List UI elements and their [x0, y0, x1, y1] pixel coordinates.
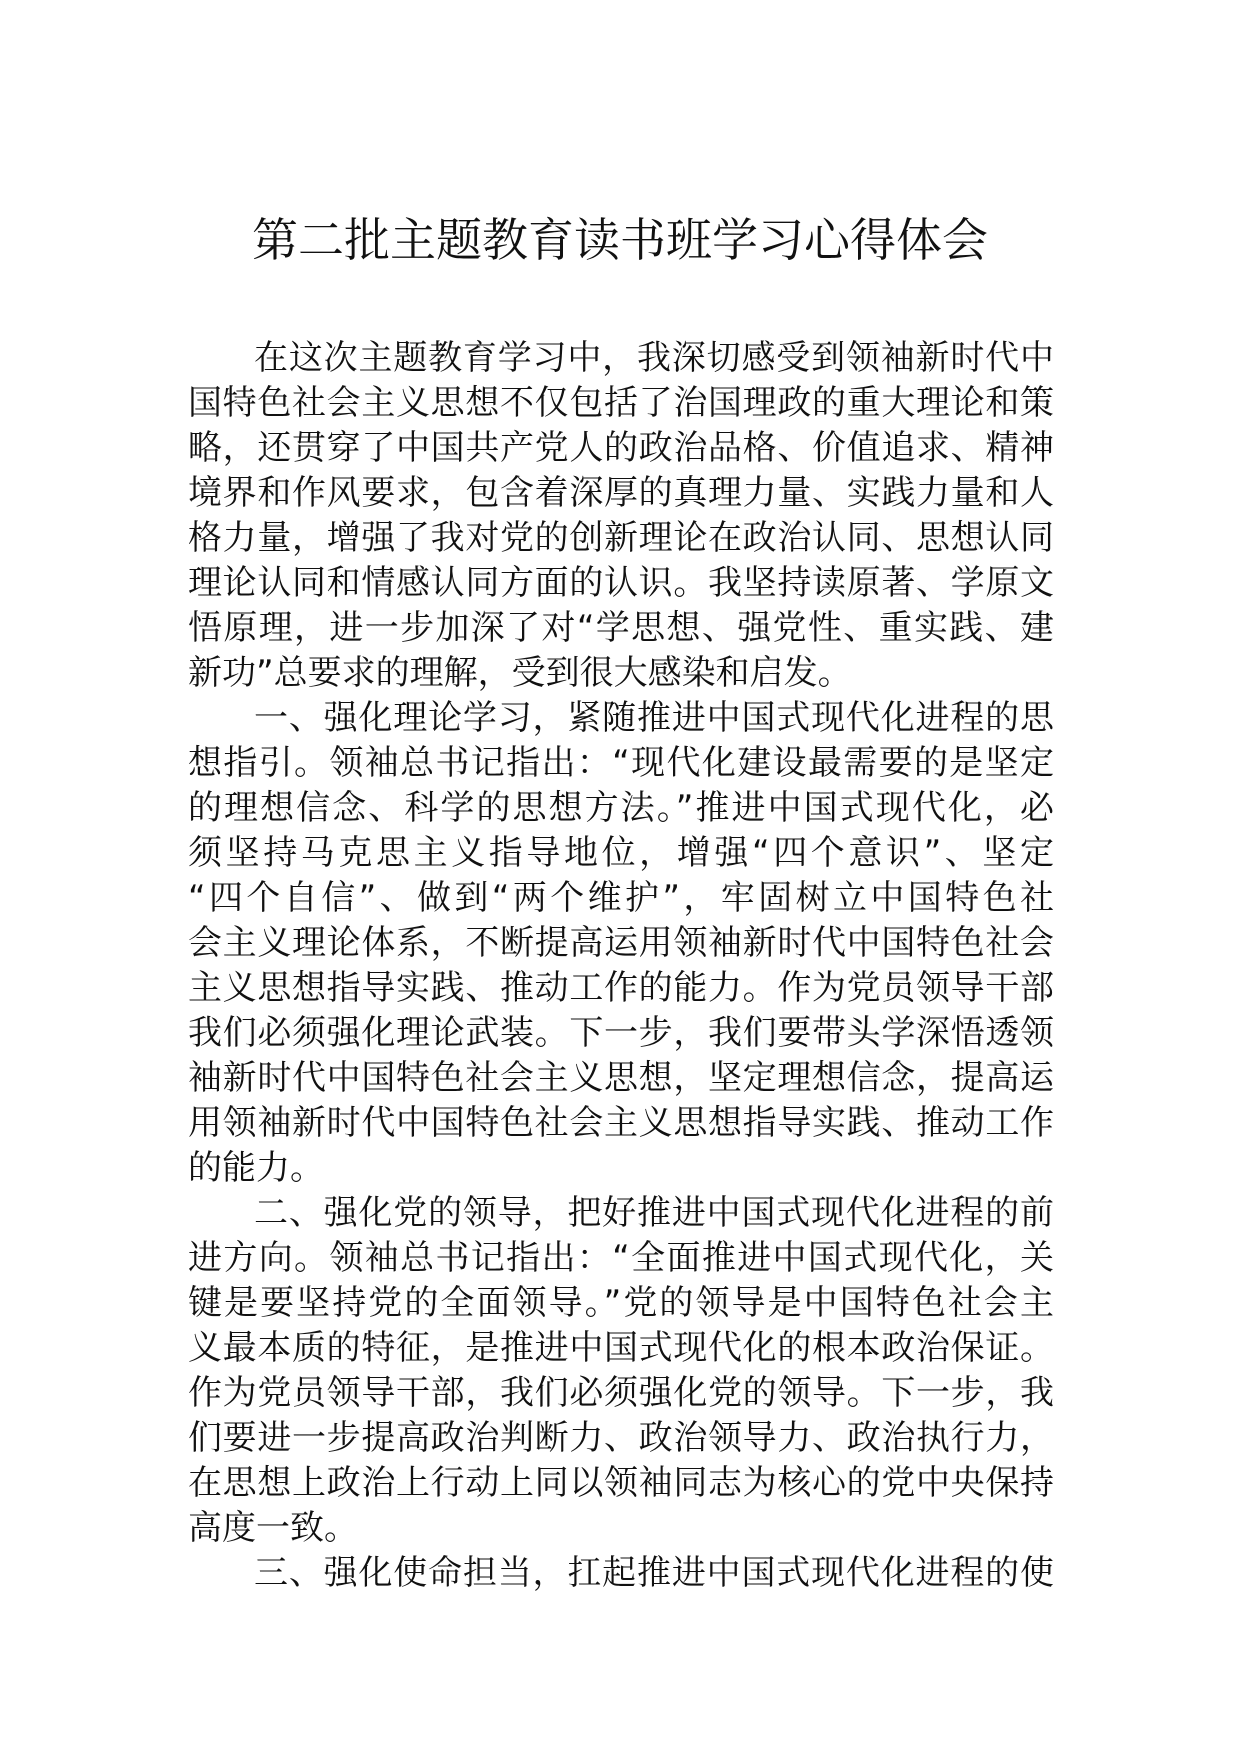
body-line: 三、强化使命担当，扛起推进中国式现代化进程的使 [254, 1553, 1054, 1593]
body-line: 主义思想指导实践、推动工作的能力。作为党员领导干部 [188, 968, 1054, 1008]
body-line: 一、强化理论学习，紧随推进中国式现代化进程的思 [254, 698, 1054, 738]
body-line: 在思想上政治上行动上同以领袖同志为核心的党中央保持 [188, 1463, 1054, 1503]
body-line: 键是要坚持党的全面领导。”党的领导是中国特色社会主 [188, 1283, 1054, 1323]
body-line: 在这次主题教育学习中，我深切感受到领袖新时代中 [254, 338, 1054, 378]
body-line: 新功”总要求的理解，受到很大感染和启发。 [188, 653, 852, 693]
body-line: 的能力。 [188, 1148, 324, 1188]
body-line: 境界和作风要求，包含着深厚的真理力量、实践力量和人 [188, 473, 1054, 513]
body-line: 略，还贯穿了中国共产党人的政治品格、价值追求、精神 [188, 428, 1054, 468]
body-line: 会主义理论体系，不断提高运用领袖新时代中国特色社会 [188, 923, 1054, 963]
body-line: 进方向。领袖总书记指出：“全面推进中国式现代化，关 [188, 1238, 1054, 1278]
body-line: 的理想信念、科学的思想方法。”推进中国式现代化，必 [188, 788, 1054, 828]
document-body [188, 336, 1054, 1596]
body-line: 二、强化党的领导，把好推进中国式现代化进程的前 [254, 1193, 1054, 1233]
body-line: 袖新时代中国特色社会主义思想，坚定理想信念，提高运 [188, 1058, 1054, 1098]
body-line: 义最本质的特征，是推进中国式现代化的根本政治保证。 [188, 1328, 1054, 1368]
body-line: 理论认同和情感认同方面的认识。我坚持读原著、学原文 [188, 563, 1054, 603]
body-line: 悟原理，进一步加深了对“学思想、强党性、重实践、建 [188, 608, 1054, 648]
body-line: 想指引。领袖总书记指出：“现代化建设最需要的是坚定 [188, 743, 1054, 783]
body-line: 用领袖新时代中国特色社会主义思想指导实践、推动工作 [188, 1103, 1054, 1143]
body-line: 作为党员领导干部，我们必须强化党的领导。下一步，我 [188, 1373, 1054, 1413]
body-line: 须坚持马克思主义指导地位，增强“四个意识”、坚定 [188, 833, 1054, 873]
body-line: 我们必须强化理论武装。下一步，我们要带头学深悟透领 [188, 1013, 1054, 1053]
document-title: 第二批主题教育读书班学习心得体会 [252, 213, 988, 267]
body-line: 国特色社会主义思想不仅包括了治国理政的重大理论和策 [188, 383, 1054, 423]
body-line: 们要进一步提高政治判断力、政治领导力、政治执行力， [188, 1418, 1054, 1458]
body-line: “四个自信”、做到“两个维护”，牢固树立中国特色社 [188, 878, 1054, 918]
body-line: 格力量，增强了我对党的创新理论在政治认同、思想认同 [188, 518, 1054, 558]
body-line: 高度一致。 [188, 1508, 358, 1548]
